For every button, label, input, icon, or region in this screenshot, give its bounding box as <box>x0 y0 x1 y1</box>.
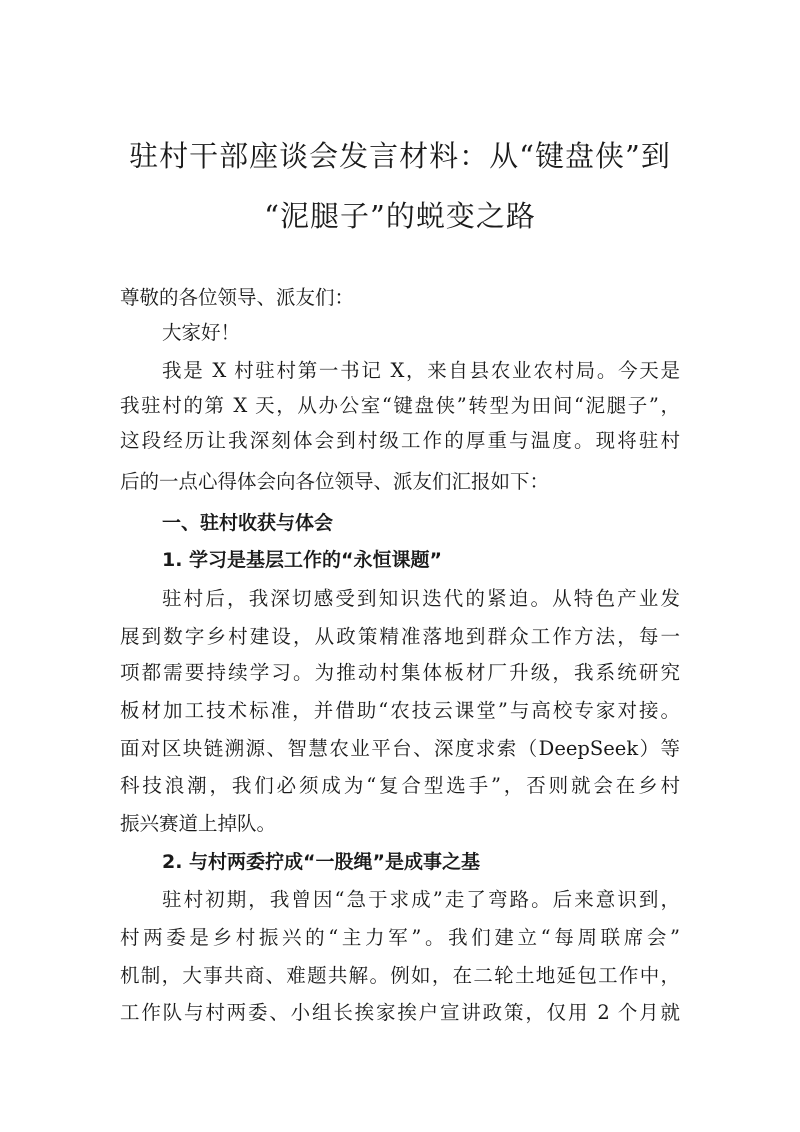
salutation: 尊敬的各位领导、派友们： <box>120 286 355 309</box>
subsection-1-heading: 1. 学习是基层工作的“永恒课题” <box>162 549 443 571</box>
sub1-line-2: 展到数字乡村建设，从政策精准落地到群众工作方法，每一 <box>120 625 680 648</box>
sub1-line-5: 面对区块链溯源、智慧农业平台、深度求索（DeepSeek）等 <box>120 737 680 760</box>
intro-line-4: 后的一点心得体会向各位领导、派友们汇报如下： <box>120 470 550 493</box>
intro-line-1: 我是 X 村驻村第一书记 X，来自县农业农村局。今天是 <box>162 359 680 382</box>
sub2-line-3: 机制，大事共商、难题共解。例如，在二轮土地延包工作中， <box>120 964 680 987</box>
sub1-line-6: 科技浪潮，我们必须成为“复合型选手”，否则就会在乡村 <box>120 774 680 797</box>
sub2-line-4: 工作队与村两委、小组长挨家挨户宣讲政策，仅用 2 个月就 <box>120 1001 680 1024</box>
sub2-line-2: 村两委是乡村振兴的“主力军”。我们建立“每周联席会” <box>120 926 680 949</box>
intro-line-3: 这段经历让我深刻体会到村级工作的厚重与温度。现将驻村 <box>120 429 680 452</box>
document-title-line-1: 驻村干部座谈会发言材料：从“键盘侠”到 <box>129 139 671 173</box>
sub2-line-1: 驻村初期，我曾因“急于求成”走了弯路。后来意识到， <box>162 888 680 911</box>
sub1-line-3: 项都需要持续学习。为推动村集体板材厂升级，我系统研究 <box>120 661 680 684</box>
subsection-2-heading: 2. 与村两委拧成“一股绳”是成事之基 <box>162 851 481 873</box>
intro-line-2: 我驻村的第 X 天，从办公室“键盘侠”转型为田间“泥腿子”， <box>120 394 680 417</box>
document-title-line-2: “泥腿子”的蜕变之路 <box>264 199 536 233</box>
sub1-line-4: 板材加工技术标准，并借助“农技云课堂”与高校专家对接。 <box>120 699 680 722</box>
sub1-line-7: 振兴赛道上掉队。 <box>120 812 277 835</box>
sub1-line-1: 驻村后，我深切感受到知识迭代的紧迫。从特色产业发 <box>162 587 680 610</box>
greeting: 大家好！ <box>162 321 241 344</box>
section-1-heading: 一、驻村收获与体会 <box>162 512 334 534</box>
